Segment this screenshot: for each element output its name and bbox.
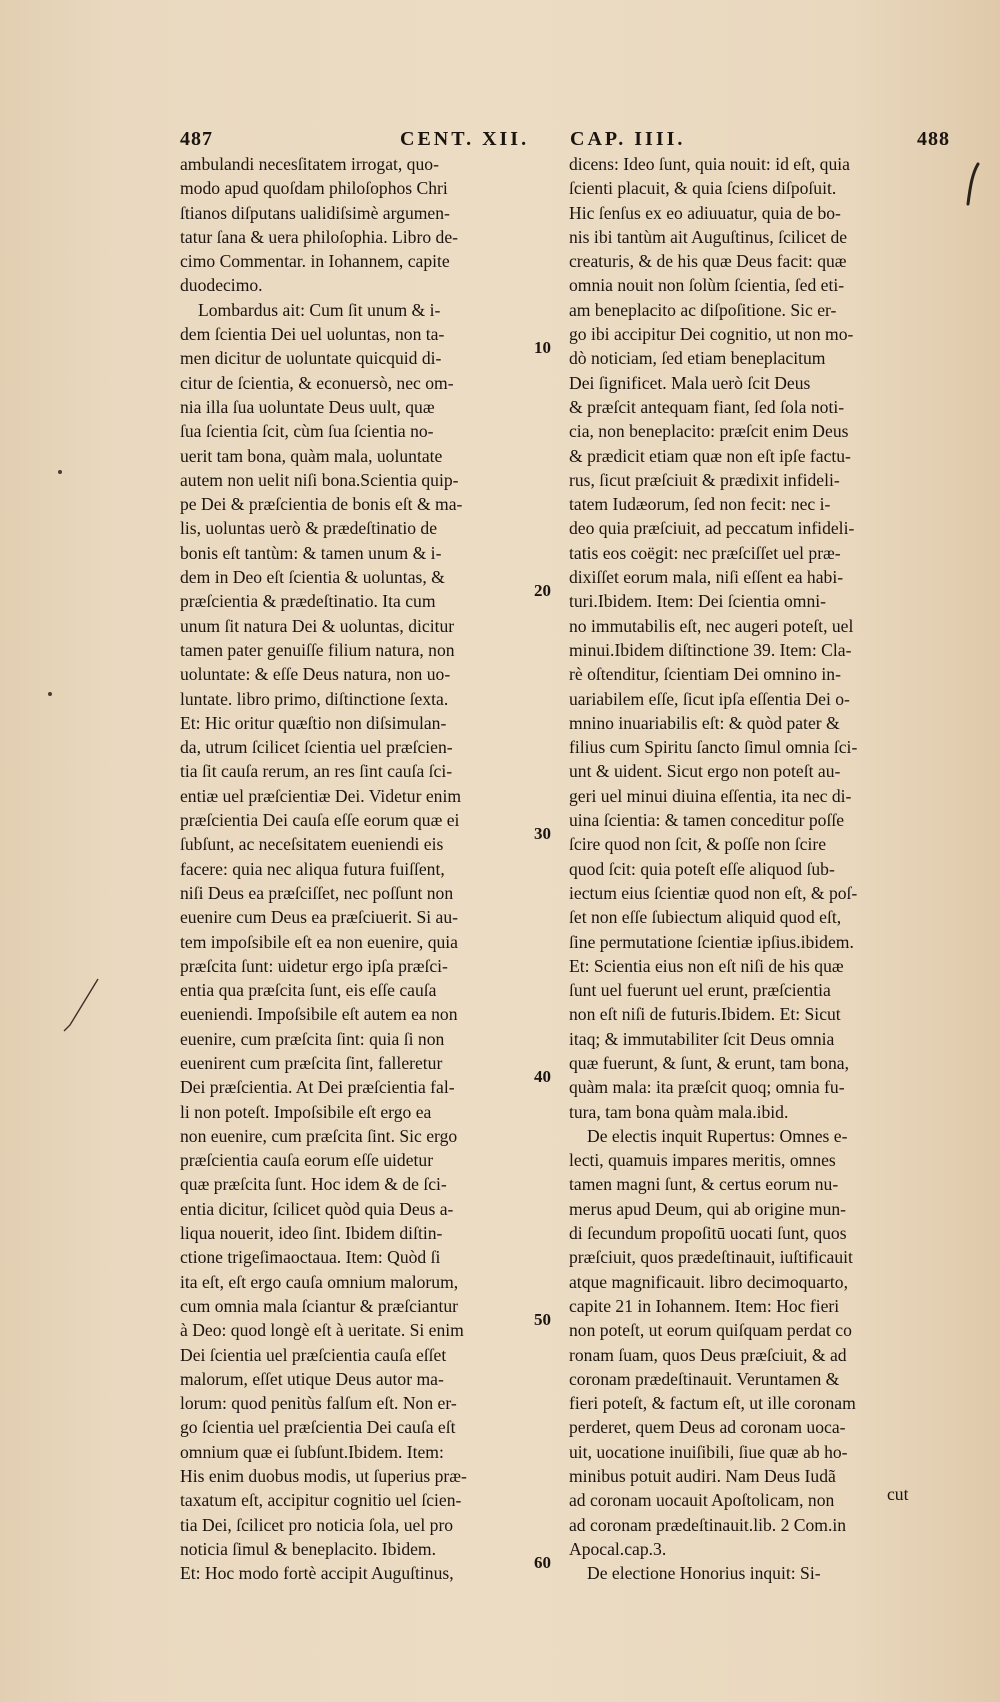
text-line: His enim duobus modis, ut ſuperius præ- bbox=[180, 1466, 467, 1487]
line-number: 20 bbox=[534, 581, 551, 600]
text-line: rus, ſicut præſciuit & prædixit infideli- bbox=[569, 469, 840, 490]
text-line: quod ſcit: quia poteſt eſſe aliquod ſub- bbox=[569, 858, 835, 879]
text-line: autem non uelit niſi bona.Scientia quip- bbox=[180, 469, 459, 490]
left-text-column bbox=[180, 152, 560, 1586]
text-line: entia dicitur, ſcilicet quòd quia Deus a- bbox=[180, 1198, 454, 1219]
text-line: lorum: quod penitùs falſum eſt. Non er- bbox=[180, 1393, 457, 1414]
margin-pen-mark bbox=[62, 975, 102, 1035]
text-line: mnino inuariabilis eſt: & quòd pater & bbox=[569, 712, 840, 733]
text-line: Hic ſenſus ex eo adiuuatur, quia de bo- bbox=[569, 202, 841, 223]
text-line: Dei ſcientia uel præſcientia cauſa eſſet bbox=[180, 1344, 447, 1365]
text-line: iectum eius ſcientiæ quod non eſt, & poſ- bbox=[569, 882, 858, 903]
text-line: lis, uoluntas uerò & prædeſtinatio de bbox=[180, 518, 438, 539]
text-line: præſcientia Dei cauſa eſſe eorum quæ ei bbox=[180, 810, 460, 831]
text-line: cia, non beneplacito: præſcit enim Deus bbox=[569, 421, 849, 442]
text-line: tamen magni ſunt, & certus eorum nu- bbox=[569, 1174, 839, 1195]
text-line: atque magnificauit. libro decimoquarto, bbox=[569, 1271, 848, 1292]
text-line: Et: Scientia eius non eſt niſi de his quæ bbox=[569, 955, 844, 976]
text-line: filius cum Spiritu ſancto ſimul omnia ſci- bbox=[569, 737, 858, 758]
text-line: eueniendi. Impoſsibile eſt autem ea non bbox=[180, 1004, 458, 1025]
text-line: deo quia præſciuit, ad peccatum infideli- bbox=[569, 518, 855, 539]
text-line: geri uel minui diuina eſſentia, ita nec di- bbox=[569, 785, 852, 806]
text-line: uariabilem eſſe, ſicut ipſa eſſentia Dei o- bbox=[569, 688, 850, 709]
text-line: Et: Hic oritur quæſtio non diſsimulan- bbox=[180, 712, 447, 733]
text-line: ſubſunt, ac neceſsitatem eueniendi eis bbox=[180, 834, 444, 855]
text-line: dixiſſet eorum mala, niſi eſſent ea habi- bbox=[569, 567, 844, 588]
text-line: ſtianos diſputans ualidiſsimè argumen- bbox=[180, 202, 450, 223]
text-line: dem in Deo eſt ſcientia & uoluntas, & bbox=[180, 567, 445, 588]
text-line: præſciuit, quos prædeſtinauit, iuſtificauit bbox=[569, 1247, 853, 1268]
text-line: omnia nouit non ſolùm ſcientia, ſed eti- bbox=[569, 275, 845, 296]
text-line: luntate. libro primo, diſtinctione ſexta. bbox=[180, 688, 449, 709]
text-line: Apocal.cap.3. bbox=[569, 1538, 667, 1559]
text-line: pe Dei & præſcientia de bonis eſt & ma- bbox=[180, 494, 463, 515]
text-line: ſcienti placuit, & quia ſciens diſpoſuit. bbox=[569, 178, 837, 199]
text-line: da, utrum ſcilicet ſcientia uel præſcien- bbox=[180, 737, 453, 758]
line-number: 40 bbox=[534, 1067, 551, 1086]
text-line: itaq; & immutabiliter ſcit Deus omnia bbox=[569, 1028, 835, 1049]
text-line: Dei præſcientia. At Dei præſcientia fal- bbox=[180, 1077, 455, 1098]
text-line: cum omnia mala ſciantur & præſciantur bbox=[180, 1295, 458, 1316]
page-number-left: 487 bbox=[180, 128, 213, 150]
text-line: tatur ſana & uera philoſophia. Libro de- bbox=[180, 226, 458, 247]
text-line: ronam ſuam, quos Deus præſciuit, & ad bbox=[569, 1344, 847, 1365]
text-line: quæ fuerunt, & ſunt, & erunt, tam bona, bbox=[569, 1052, 849, 1073]
text-line: De electis inquit Rupertus: Omnes e- bbox=[587, 1125, 848, 1146]
text-line: go ſcientia uel præſcientia Dei cauſa eſt bbox=[180, 1417, 456, 1438]
text-line: unt & uident. Sicut ergo non poteſt au- bbox=[569, 761, 841, 782]
margin-speck bbox=[48, 692, 52, 696]
text-line: bonis eſt tantùm: & tamen unum & i- bbox=[180, 542, 442, 563]
text-line: ſunt uel fuerunt uel erunt, præſcientia bbox=[569, 980, 831, 1001]
text-line: entia qua præſcita ſunt, eis eſſe cauſa bbox=[180, 980, 437, 1001]
text-line: no immutabilis eſt, nec augeri poteſt, uel bbox=[569, 615, 854, 636]
page-number-right: 488 bbox=[917, 128, 950, 150]
text-line: ambulandi necesſitatem irrogat, quo- bbox=[180, 154, 439, 174]
text-line: præſcientia & prædeſtinatio. Ita cum bbox=[180, 591, 436, 612]
running-title-century: CENT. XII. bbox=[400, 128, 530, 150]
text-line: quàm mala: ita præſcit quoq; omnia fu- bbox=[569, 1077, 845, 1098]
text-line: malorum, eſſet utique Deus autor ma- bbox=[180, 1368, 444, 1389]
text-line: ad coronam uocauit Apoſtolicam, non bbox=[569, 1490, 835, 1511]
text-line: lecti, quamuis impares meritis, omnes bbox=[569, 1150, 836, 1171]
text-line: præſcientia cauſa eorum eſſe uidetur bbox=[180, 1150, 434, 1171]
text-line: perderet, quem Deus ad coronam uoca- bbox=[569, 1417, 846, 1438]
text-line: De electione Honorius inquit: Si- bbox=[587, 1563, 821, 1584]
text-line: euenire cum Deus ea præſciuerit. Si au- bbox=[180, 907, 458, 928]
text-line: turi.Ibidem. Item: Dei ſcientia omni- bbox=[569, 591, 826, 612]
margin-ink-mark bbox=[962, 160, 984, 210]
text-line: Dei ſignificet. Mala uerò ſcit Deus bbox=[569, 372, 811, 393]
text-line: go ibi accipitur Dei cognitio, ut non mo- bbox=[569, 324, 854, 345]
text-line: ad coronam prædeſtinauit.lib. 2 Com.in bbox=[569, 1514, 847, 1535]
text-line: ita eſt, eſt ergo cauſa omnium malorum, bbox=[180, 1271, 459, 1292]
text-line: di ſecundum propoſitū uocati ſunt, quos bbox=[569, 1223, 847, 1244]
text-line: uoluntate: & eſſe Deus natura, non uo- bbox=[180, 664, 451, 685]
text-line: non euenire, cum præſcita ſint. Sic ergo bbox=[180, 1125, 458, 1146]
catchword: cut bbox=[887, 1484, 909, 1504]
text-line: duodecimo. bbox=[180, 275, 263, 296]
text-line: tatis eos coëgit: nec præſciſſet uel præ- bbox=[569, 542, 841, 563]
text-line: quæ præſcita ſunt. Hoc idem & de ſci- bbox=[180, 1174, 447, 1195]
text-line: fieri poteſt, & factum eſt, ut ille coronam bbox=[569, 1393, 856, 1414]
text-line: tura, tam bona quàm mala.ibid. bbox=[569, 1101, 789, 1122]
line-number: 50 bbox=[534, 1310, 551, 1329]
text-line: noticia ſimul & beneplacito. Ibidem. bbox=[180, 1538, 437, 1559]
running-title-chapter: CAP. IIII. bbox=[570, 128, 686, 150]
text-line: dò noticiam, ſed etiam beneplacitum bbox=[569, 348, 826, 369]
text-line: rè oſtenditur, ſcientiam Dei omnino in- bbox=[569, 664, 841, 685]
text-line: non eſt niſi de futuris.Ibidem. Et: Sicut bbox=[569, 1004, 841, 1025]
margin-speck bbox=[58, 470, 62, 474]
text-line: minibus potuit audiri. Nam Deus Iudã bbox=[569, 1466, 836, 1487]
text-line: & præſcit antequam fiant, ſed ſola noti- bbox=[569, 396, 845, 417]
text-line: à Deo: quod longè eſt à ueritate. Si enim bbox=[180, 1320, 464, 1341]
text-line: creaturis, & de his quæ Deus facit: quæ bbox=[569, 251, 847, 272]
text-line: tatem Iudæorum, ſed non fecit: nec i- bbox=[569, 494, 831, 515]
text-line: dicens: Ideo ſunt, quia nouit: id eſt, quia bbox=[569, 154, 850, 174]
text-line: am beneplacito ac diſpoſitione. Sic er- bbox=[569, 299, 837, 320]
text-line: non poteſt, ut eorum quiſquam perdat co bbox=[569, 1320, 852, 1341]
text-line: niſi Deus ea præſciſſet, nec poſſunt non bbox=[180, 882, 454, 903]
text-line: liqua nouerit, ideo ſint. Ibidem diſtin- bbox=[180, 1223, 443, 1244]
text-line: euenirent cum præſcita ſint, falleretur bbox=[180, 1052, 443, 1073]
text-line: merus apud Deum, qui ab origine mun- bbox=[569, 1198, 847, 1219]
text-line: ſine permutatione ſcientiæ ipſius.ibidem. bbox=[569, 931, 854, 952]
text-line: tem impoſsibile eſt ea non euenire, quia bbox=[180, 931, 458, 952]
text-line: ſcire quod non ſcit, & poſſe non ſcire bbox=[569, 834, 826, 855]
text-line: capite 21 in Iohannem. Item: Hoc fieri bbox=[569, 1295, 840, 1316]
text-line: Lombardus ait: Cum ſit unum & i- bbox=[198, 299, 441, 320]
text-line: ſet non eſſe ſubiectum aliquid quod eſt, bbox=[569, 907, 842, 928]
text-line: præſcita ſunt: uidetur ergo ipſa præſci- bbox=[180, 955, 448, 976]
text-line: taxatum eſt, accipitur cognitio uel ſcien- bbox=[180, 1490, 462, 1511]
line-number: 10 bbox=[534, 338, 551, 357]
text-line: unum ſit natura Dei & uoluntas, dicitur bbox=[180, 615, 455, 636]
text-line: facere: quia nec aliqua futura fuiſſent, bbox=[180, 858, 445, 879]
text-line: uina ſcientia: & tamen conceditur poſſe bbox=[569, 810, 845, 831]
text-line: nia illa ſua uoluntate Deus uult, quæ bbox=[180, 396, 435, 417]
line-number: 30 bbox=[534, 824, 551, 843]
text-line: tia ſit cauſa rerum, an res ſint cauſa ſci- bbox=[180, 761, 453, 782]
text-line: uit, uocatione inuiſibili, ſiue quæ ab ho- bbox=[569, 1441, 848, 1462]
text-line: li non poteſt. Impoſsibile eſt ergo ea bbox=[180, 1101, 432, 1122]
text-line: ctione trigeſimaoctaua. Item: Quòd ſi bbox=[180, 1247, 441, 1268]
right-text-column bbox=[569, 152, 945, 1586]
text-line: minui.Ibidem diſtinctione 39. Item: Cla- bbox=[569, 639, 852, 660]
text-line: omnium quæ ei ſubſunt.Ibidem. Item: bbox=[180, 1441, 444, 1462]
text-line: tamen pater genuiſſe filium natura, non bbox=[180, 639, 455, 660]
line-number: 60 bbox=[534, 1553, 551, 1572]
text-line: citur de ſcientia, & econuersò, nec om- bbox=[180, 372, 454, 393]
text-line: coronam prædeſtinauit. Veruntamen & bbox=[569, 1368, 840, 1389]
text-line: dem ſcientia Dei uel uoluntas, non ta- bbox=[180, 324, 445, 345]
text-line: modo apud quoſdam philoſophos Chri bbox=[180, 178, 448, 199]
text-line: uerit tam bona, quàm mala, uoluntate bbox=[180, 445, 443, 466]
text-line: nis ibi tantùm ait Auguſtinus, ſcilicet de bbox=[569, 226, 848, 247]
text-line: euenire, cum præſcita ſint: quia ſi non bbox=[180, 1028, 445, 1049]
text-line: ſua ſcientia ſcit, cùm ſua ſcientia no- bbox=[180, 421, 434, 442]
text-line: entiæ uel præſcientiæ Dei. Videtur enim bbox=[180, 785, 462, 806]
text-line: tia Dei, ſcilicet pro noticia ſola, uel pro bbox=[180, 1514, 454, 1535]
text-line: cimo Commentar. in Iohannem, capite bbox=[180, 251, 450, 272]
text-line: & prædicit etiam quæ non eſt ipſe factu- bbox=[569, 445, 851, 466]
text-line: Et: Hoc modo fortè accipit Auguſtinus, bbox=[180, 1563, 454, 1584]
text-line: men dicitur de uoluntate quicquid di- bbox=[180, 348, 442, 369]
